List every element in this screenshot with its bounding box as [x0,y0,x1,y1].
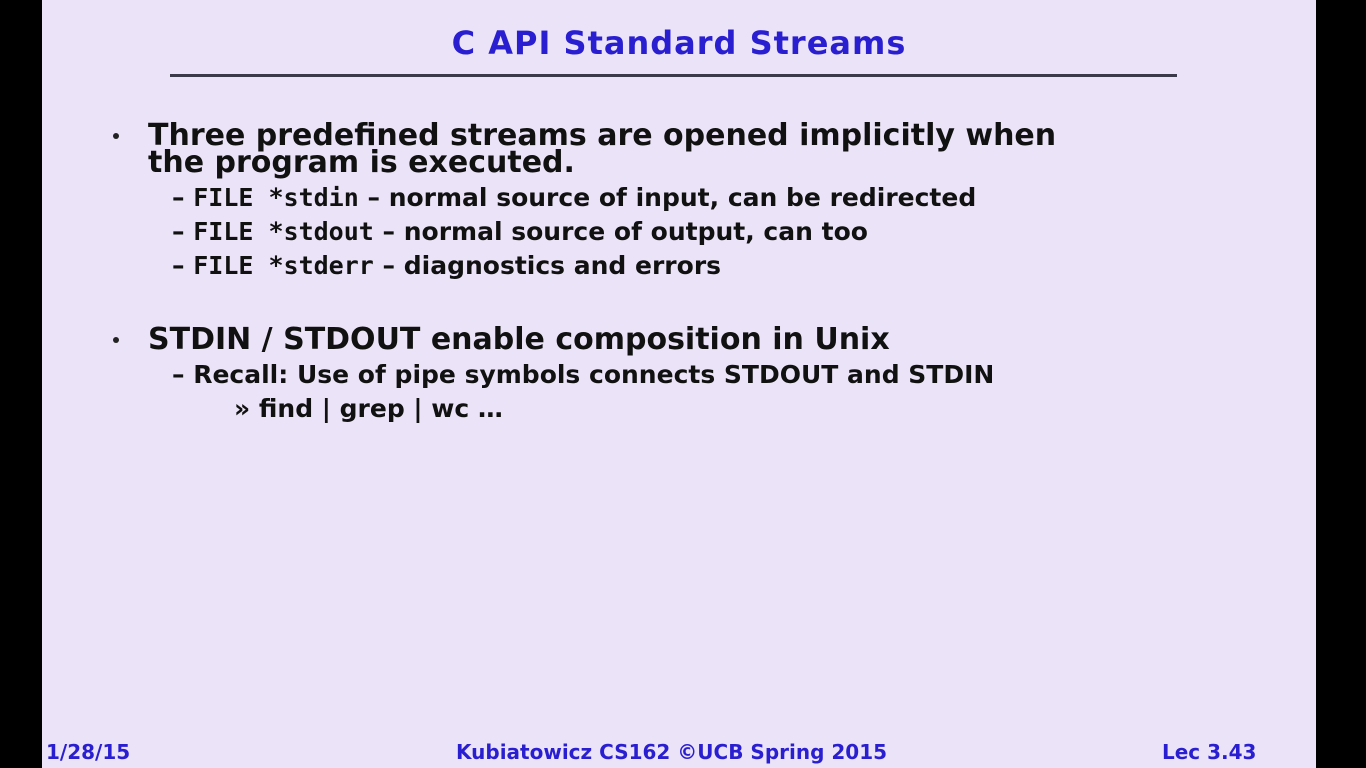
subitem-stdin-text: – normal source of input, can be redirected [358,183,977,212]
subitem-dash: – [172,183,185,212]
code-stdin: FILE *stdin [193,183,359,212]
subitem-stderr [172,251,721,281]
footer-page-number: Lec 3.43 [1162,740,1257,764]
subsubitem-pipe-example [234,394,503,424]
bullet-2-line-1: STDIN / STDOUT enable composition in Unix [148,322,890,357]
title-divider [170,74,1177,77]
pipe-example-text: find | grep | wc … [258,394,503,423]
subitem-stderr-text: – diagnostics and errors [373,251,722,280]
slide [42,0,1316,768]
subitem-stdout-text: – normal source of output, can too [373,217,868,246]
code-stdout: FILE *stdout [193,217,374,246]
footer-date: 1/28/15 [46,740,131,764]
subitem-dash: – [172,217,185,246]
subitem-dash: – [172,360,185,389]
footer-course: Kubiatowicz CS162 ©UCB Spring 2015 [456,740,888,764]
bullet-1-dot [113,133,119,139]
subitem-recall-text: Recall: Use of pipe symbols connects STDOUT and STDIN [193,360,995,389]
subitem-stdout [172,217,868,247]
subitem-recall [172,360,994,390]
bullet-1-line-1: Three predefined streams are opened implicitly when [148,118,1057,153]
subsubitem-marker: » [234,394,251,423]
subitem-dash: – [172,251,185,280]
bullet-1-line-2: the program is executed. [148,145,575,180]
code-stderr: FILE *stderr [193,251,374,280]
slide-title: C API Standard Streams [451,24,907,62]
bullet-2-dot [113,337,119,343]
subitem-stdin [172,183,976,213]
